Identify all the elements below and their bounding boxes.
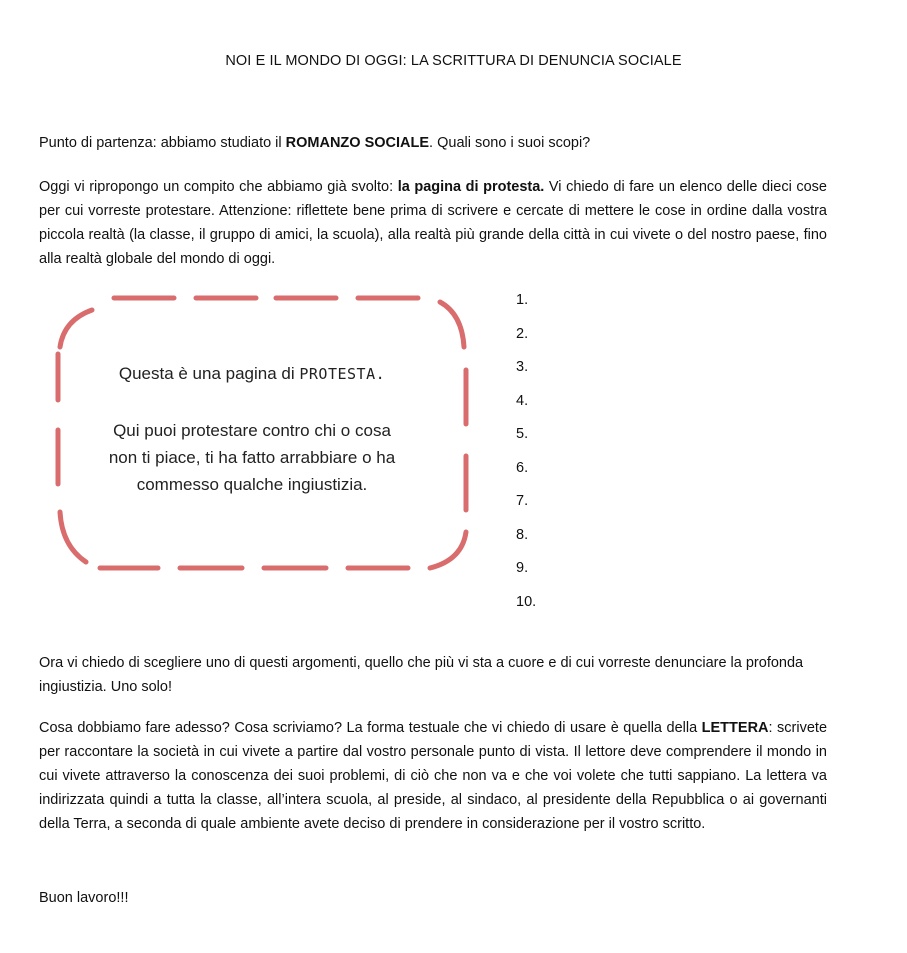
card-heading: [102, 360, 402, 388]
task-text-end: Vi chiedo di fare un elenco delle dieci cose per cui vorreste protestare. Attenzione: riflettete bene prima di scrivere e cercate di mettere le cose in ordine dalla vostra piccola realtà (la classe, il gruppo di amici, la scuola), alla realtà più grande della città in cui vivete o del nostro paese, fino alla realtà globale del mondo di oggi.: [39, 179, 827, 267]
intro-text-end: . Quali sono i suoi scopi?: [429, 135, 591, 151]
card-body: Qui puoi protestare contro chi o cosa non ti piace, ti ha fatto arrabbiare o ha commesso qualche ingiustizia.: [108, 421, 396, 494]
list-item: 1.: [516, 292, 529, 308]
list-item: 10.: [516, 593, 537, 610]
intro-bold-term: ROMANZO SOCIALE: [285, 135, 430, 151]
list-item: 9.: [516, 560, 529, 576]
card-heading-text: Questa è una pagina di: [118, 364, 300, 383]
numbered-list: [516, 288, 536, 623]
letter-text: Cosa dobbiamo fare adesso? Cosa scriviamo? La forma testuale che vi chiedo di usare è quella della: [39, 720, 702, 736]
page-title: NOI E IL MONDO DI OGGI: LA SCRITTURA DI DENUNCIA SOCIALE: [225, 53, 682, 69]
letter-paragraph: [39, 716, 827, 836]
choose-paragraph: Ora vi chiedo di scegliere uno di questi argomenti, quello che più vi sta a cuore e di cui vorreste denunciare la profonda ingiustizia. Uno solo!: [39, 655, 804, 695]
list-item: 3.: [516, 359, 529, 375]
task-paragraph: [39, 175, 827, 271]
intro-text: Punto di partenza: abbiamo studiato il: [39, 135, 286, 151]
letter-bold-term: LETTERA: [701, 720, 769, 736]
list-item: 4.: [516, 392, 529, 409]
task-text: Oggi vi ripropongo un compito che abbiamo già svolto:: [39, 179, 398, 195]
intro-paragraph: [39, 131, 827, 155]
list-item: 7.: [516, 493, 529, 509]
list-item: 2.: [516, 325, 529, 342]
list-item: 5.: [516, 426, 529, 442]
card-protest-word: PROTESTA.: [299, 365, 386, 383]
list-item: 8.: [516, 526, 529, 543]
list-item: 6.: [516, 459, 529, 476]
letter-text-end: : scrivete per raccontare la società in cui vivete a partire dal vostro personale punto di vista. Il lettore deve comprendere il mondo in cui vivete attraverso la conoscenza dei suoi problemi, di ciò che non va e che voi volete che tutti sappiano. La lettera va indirizzata quindi a tutta la classe, all’intera scuola, al preside, al sindaco, al presidente della Repubblica o ai governanti della Terra, a seconda di quale ambiente avete deciso di prendere in considerazione per il vostro scritto.: [39, 720, 828, 832]
task-bold-term: la pagina di protesta.: [397, 179, 545, 195]
closing-line: Buon lavoro!!!: [39, 890, 129, 906]
